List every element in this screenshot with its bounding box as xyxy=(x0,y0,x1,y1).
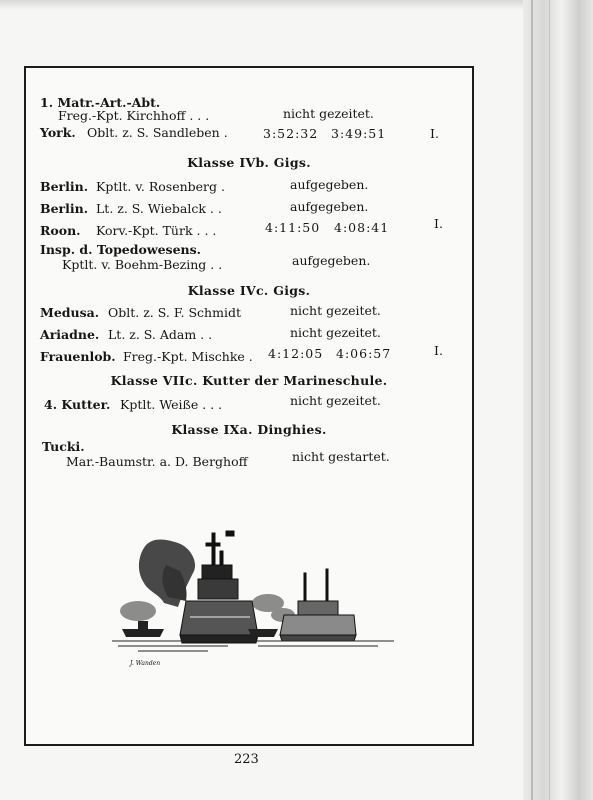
entry-person: Oblt. z. S. Sandleben . xyxy=(87,125,228,140)
smoke-cloud xyxy=(139,540,195,608)
section-heading: Klasse VIIc. Kutter der Marineschule. xyxy=(110,373,388,388)
entry-person: Kptlt. Weiße . . . xyxy=(120,397,223,412)
entry-status: aufgegeben. xyxy=(290,177,369,192)
entry-ship: Berlin. xyxy=(40,179,89,194)
entry-time2: 4:08:41 xyxy=(334,220,390,235)
entry-person: Oblt. z. S. F. Schmidt xyxy=(108,305,241,320)
entry-ship: Tucki. xyxy=(42,439,85,454)
entry-person: Mar.-Baumstr. a. D. Berghoff xyxy=(66,454,248,469)
entry-person: Freg.-Kpt. Mischke . xyxy=(123,349,253,364)
book-page-edge xyxy=(523,0,593,800)
entry-time2: 3:49:51 xyxy=(331,126,387,141)
top-shadow xyxy=(0,0,593,10)
section-heading: Klasse IXa. Dinghies. xyxy=(171,422,327,437)
entry-person: Lt. z. S. Adam . . xyxy=(108,327,213,342)
entry-person: Kptlt. v. Rosenberg . xyxy=(96,179,225,194)
entry-ship: 1. Matr.-Art.-Abt. xyxy=(40,95,161,110)
entry-time2: 4:06:57 xyxy=(336,346,392,361)
entry-person: Kptlt. v. Boehm-Bezing . . xyxy=(62,257,223,272)
entry-prize: I. xyxy=(434,216,443,231)
entry-status: nicht gezeitet. xyxy=(290,303,381,318)
entry-status: nicht gezeitet. xyxy=(290,393,381,408)
entry-prize: I. xyxy=(434,343,443,358)
entry-status: nicht gestartet. xyxy=(292,449,390,464)
entry-ship: Medusa. xyxy=(40,305,100,320)
entry-time1: 4:11:50 xyxy=(265,220,321,235)
entry-time1: 4:12:05 xyxy=(268,346,324,361)
entry-ship: Berlin. xyxy=(40,201,89,216)
second-battleship xyxy=(280,569,356,641)
entry-status: nicht gezeitet. xyxy=(283,106,374,121)
entry-ship: Roon. xyxy=(40,223,81,238)
section-heading: Klasse IVc. Gigs. xyxy=(187,283,311,298)
entry-time1: 3:52:32 xyxy=(263,126,319,141)
section-heading: Klasse IVb. Gigs. xyxy=(187,155,311,170)
entry-ship: York. xyxy=(40,125,76,140)
entry-status: aufgegeben. xyxy=(292,253,371,268)
entry-person: Freg.-Kpt. Kirchhoff . . . xyxy=(58,108,210,123)
artist-signature: J. Wanden xyxy=(130,660,161,667)
entry-ship: Frauenlob. xyxy=(40,349,116,364)
entry-prize: I. xyxy=(430,126,439,141)
entry-ship: Ariadne. xyxy=(40,327,100,342)
warships-illustration xyxy=(108,525,398,673)
entry-ship: 4. Kutter. xyxy=(44,397,111,412)
entry-person: Lt. z. S. Wiebalck . . xyxy=(96,201,222,216)
entry-status: aufgegeben. xyxy=(290,199,369,214)
entry-status: nicht gezeitet. xyxy=(290,325,381,340)
entry-ship: Insp. d. Topedowesens. xyxy=(40,242,202,257)
main-battleship xyxy=(180,531,258,643)
page-number: 223 xyxy=(234,752,259,767)
entry-person: Korv.-Kpt. Türk . . . xyxy=(96,223,217,238)
